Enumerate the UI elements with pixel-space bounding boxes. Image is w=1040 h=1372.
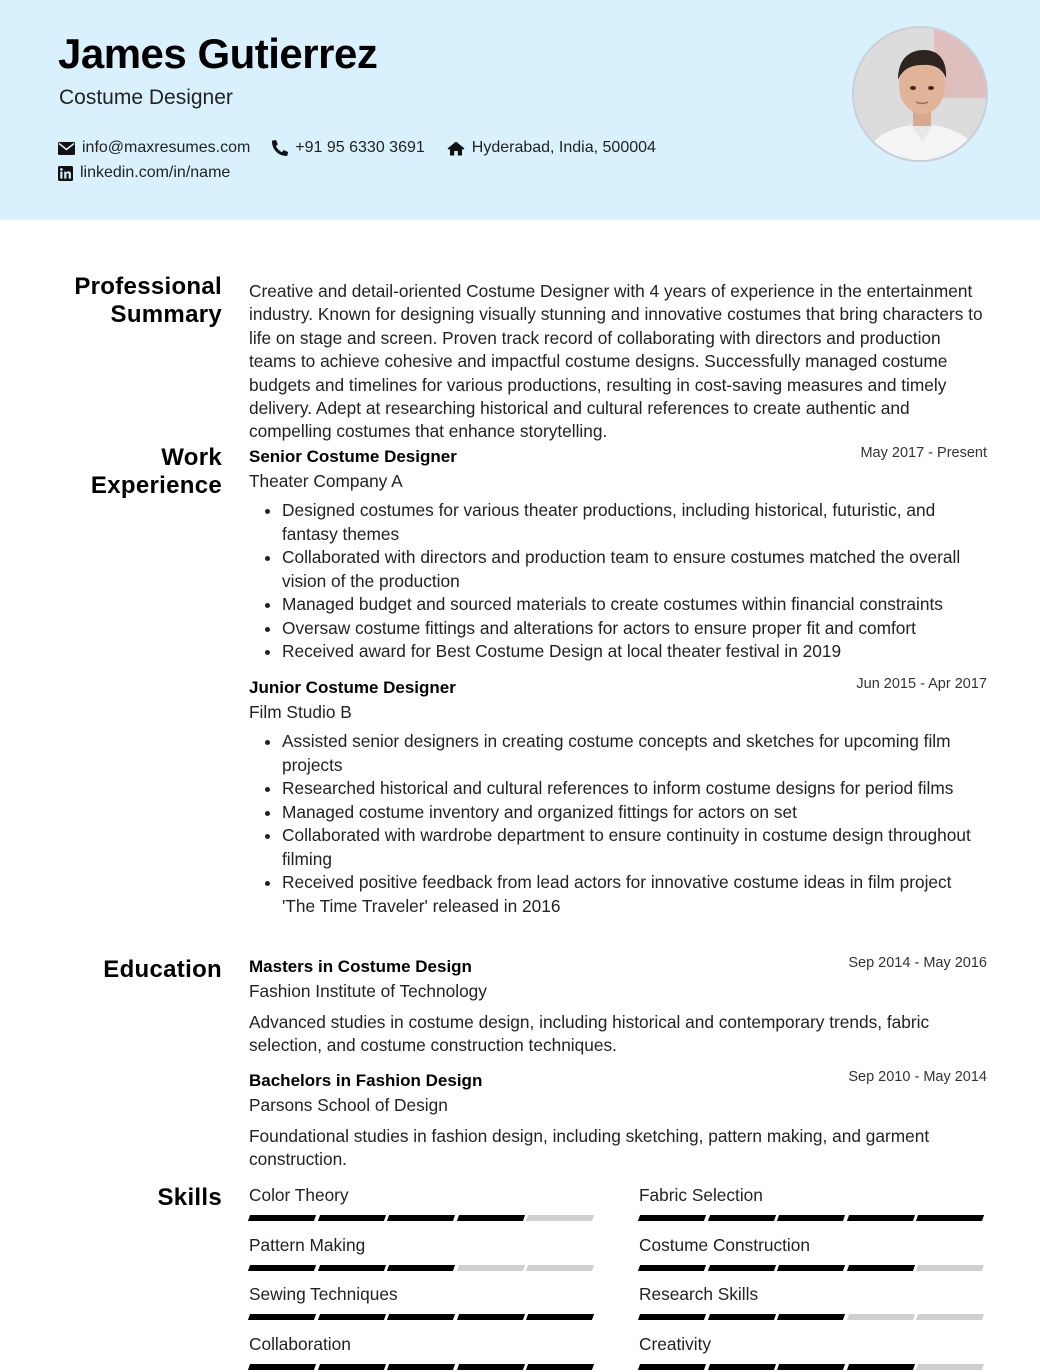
skills-grid	[249, 1184, 987, 1372]
skill-segment-empty	[526, 1215, 594, 1221]
job-entry	[249, 447, 987, 664]
education-description: Advanced studies in costume design, including historical and contemporary trends, fabric selection, and costume construction techniques.	[249, 1012, 930, 1056]
skill-segment-filled	[777, 1314, 845, 1320]
job-bullets	[249, 730, 987, 918]
skill-segment-filled	[847, 1364, 915, 1370]
skill-name: Color Theory	[249, 1185, 349, 1205]
skill-level-bar	[249, 1314, 597, 1320]
skill-segment-filled	[318, 1215, 386, 1221]
education-dates: Sep 2010 - May 2014	[848, 1069, 987, 1085]
skill-segment-empty	[526, 1265, 594, 1271]
education-dates: Sep 2014 - May 2016	[848, 955, 987, 971]
job-bullet: • Received award for Best Costume Design at local theater festival in 2019	[282, 640, 987, 664]
job-entry	[249, 678, 987, 918]
skill-name: Costume Construction	[639, 1234, 810, 1255]
job-title: Senior Costume Designer	[249, 447, 457, 466]
education-header	[249, 1071, 987, 1093]
email-text: info@maxresumes.com	[82, 139, 251, 156]
job-bullet: • Oversaw costume fittings and alterations for actors to ensure proper fit and comfort	[282, 617, 987, 641]
skill-segment-filled	[248, 1265, 316, 1271]
contact-linkedin[interactable]	[58, 164, 230, 182]
contact-row-primary	[58, 139, 678, 157]
home-icon	[447, 141, 465, 156]
skill-segment-filled	[457, 1314, 525, 1320]
job-bullet: • Received positive feedback from lead actors for innovative costume ideas in film project 'The Time Traveler' released in 2016	[282, 871, 987, 918]
candidate-name: James Gutierrez	[58, 30, 378, 77]
skills-section-title: Skills	[157, 1184, 222, 1211]
skill-segment-filled	[318, 1265, 386, 1271]
contact-row-secondary	[58, 164, 252, 182]
skill-segment-filled	[638, 1215, 706, 1221]
skill-segment-filled	[777, 1364, 845, 1370]
education-description: Foundational studies in fashion design, including sketching, pattern making, and garment construction.	[249, 1126, 930, 1170]
job-header	[249, 447, 987, 469]
skill-name: Sewing Techniques	[249, 1284, 398, 1304]
resume-header	[0, 0, 1040, 220]
envelope-icon	[58, 142, 75, 155]
profile-photo	[852, 26, 988, 162]
skill-segment-filled	[526, 1364, 594, 1370]
skill-segment-filled	[708, 1215, 776, 1221]
skill-item	[639, 1333, 987, 1372]
job-dates: Jun 2015 - Apr 2017	[856, 676, 987, 692]
job-company: Theater Company A	[249, 471, 403, 491]
skill-segment-empty	[916, 1314, 984, 1320]
skill-segment-empty	[916, 1364, 984, 1370]
person-avatar-icon	[854, 28, 988, 162]
summary-title-line2: Summary	[110, 301, 222, 328]
skill-name: Fabric Selection	[639, 1185, 763, 1205]
skill-item	[249, 1234, 597, 1284]
skill-segment-filled	[248, 1314, 316, 1320]
skill-level-bar	[639, 1314, 987, 1320]
job-header	[249, 678, 987, 700]
job-company: Film Studio B	[249, 702, 352, 722]
skill-level-bar	[639, 1364, 987, 1370]
job-bullet: • Collaborated with directors and production team to ensure costumes matched the overall vision of the production	[282, 546, 987, 593]
contact-email[interactable]	[58, 139, 250, 157]
skill-segment-filled	[916, 1215, 984, 1221]
job-bullet: • Managed costume inventory and organized fittings for actors on set	[282, 801, 987, 825]
skill-item	[249, 1184, 597, 1234]
skill-segment-filled	[248, 1215, 316, 1221]
address-text: Hyderabad, India, 500004	[471, 139, 656, 156]
skill-segment-filled	[708, 1265, 776, 1271]
job-dates: May 2017 - Present	[860, 445, 987, 461]
job-bullet: • Designed costumes for various theater productions, including historical, futuristic, and fantasy themes	[282, 499, 987, 546]
skill-segment-filled	[847, 1265, 915, 1271]
skill-item	[639, 1283, 987, 1333]
skill-segment-filled	[847, 1215, 915, 1221]
skill-level-bar	[249, 1215, 597, 1221]
job-title: Junior Costume Designer	[249, 678, 456, 697]
skill-segment-filled	[387, 1314, 455, 1320]
skill-item	[639, 1234, 987, 1284]
job-bullet: • Assisted senior designers in creating costume concepts and sketches for upcoming film projects	[282, 730, 987, 777]
skill-item	[639, 1184, 987, 1234]
skill-segment-filled	[387, 1265, 455, 1271]
skill-segment-filled	[708, 1364, 776, 1370]
experience-title-line2: Experience	[90, 472, 222, 499]
degree-title: Bachelors in Fashion Design	[249, 1071, 483, 1090]
skill-segment-filled	[638, 1364, 706, 1370]
skill-name: Creativity	[639, 1333, 712, 1354]
candidate-role: Costume Designer	[59, 86, 233, 109]
skill-segment-empty	[916, 1265, 984, 1271]
job-bullet: • Collaborated with wardrobe department to ensure continuity in costume design throughout filming	[282, 824, 987, 871]
phone-text: +91 95 6330 3691	[295, 139, 425, 156]
skill-segment-filled	[248, 1364, 316, 1370]
linkedin-icon	[58, 166, 73, 181]
summary-section-title	[74, 273, 222, 329]
job-bullet: • Researched historical and cultural references to inform costume designs for period films	[282, 777, 987, 801]
contact-address	[447, 139, 656, 157]
skill-name: Collaboration	[249, 1333, 351, 1354]
skill-level-bar	[639, 1265, 987, 1271]
degree-title: Masters in Costume Design	[249, 957, 472, 976]
skill-segment-filled	[526, 1314, 594, 1320]
skill-segment-empty	[847, 1314, 915, 1320]
education-header	[249, 957, 987, 979]
education-entry	[249, 957, 987, 1058]
skill-segment-filled	[318, 1314, 386, 1320]
experience-section-title	[91, 444, 222, 500]
skill-segment-empty	[457, 1265, 525, 1271]
summary-title-line1: Professional	[74, 273, 222, 300]
skill-segment-filled	[387, 1215, 455, 1221]
summary-text: Creative and detail-oriented Costume Designer with 4 years of experience in the entertainment industry. Known for designing visually stunning and innovative costumes that bring characters to life on stage and screen. Proven track record of collaborating with directors and production teams to achieve cohesive and impactful costume designs. Successfully managed costume budgets and timelines for various productions, resulting in cost-saving measures and timely delivery. Adept at researching historical and cultural references to create authentic and compelling costumes that enhance storytelling.	[249, 281, 983, 442]
skill-item	[249, 1333, 597, 1372]
school-name: Fashion Institute of Technology	[249, 981, 487, 1001]
education-section-title: Education	[103, 956, 222, 983]
experience-title-line1: Work	[161, 444, 222, 471]
skill-segment-filled	[777, 1265, 845, 1271]
skill-level-bar	[249, 1265, 597, 1271]
job-bullets	[249, 499, 987, 664]
skill-name: Research Skills	[639, 1284, 759, 1304]
linkedin-text: linkedin.com/in/name	[80, 164, 231, 181]
contact-phone[interactable]	[272, 139, 424, 157]
skill-segment-filled	[638, 1265, 706, 1271]
skill-name: Pattern Making	[249, 1234, 366, 1255]
skill-level-bar	[639, 1215, 987, 1221]
skill-item	[249, 1283, 597, 1333]
skill-segment-filled	[457, 1215, 525, 1221]
skill-segment-filled	[318, 1364, 386, 1370]
school-name: Parsons School of Design	[249, 1095, 448, 1115]
skill-segment-filled	[387, 1364, 455, 1370]
summary-section	[249, 280, 987, 444]
skill-segment-filled	[457, 1364, 525, 1370]
skill-segment-filled	[638, 1314, 706, 1320]
skill-segment-filled	[777, 1215, 845, 1221]
skill-segment-filled	[708, 1314, 776, 1320]
skill-level-bar	[249, 1364, 597, 1370]
education-entry	[249, 1071, 987, 1172]
job-bullet: • Managed budget and sourced materials to create costumes within financial constraints	[282, 593, 987, 617]
phone-icon	[272, 140, 288, 156]
